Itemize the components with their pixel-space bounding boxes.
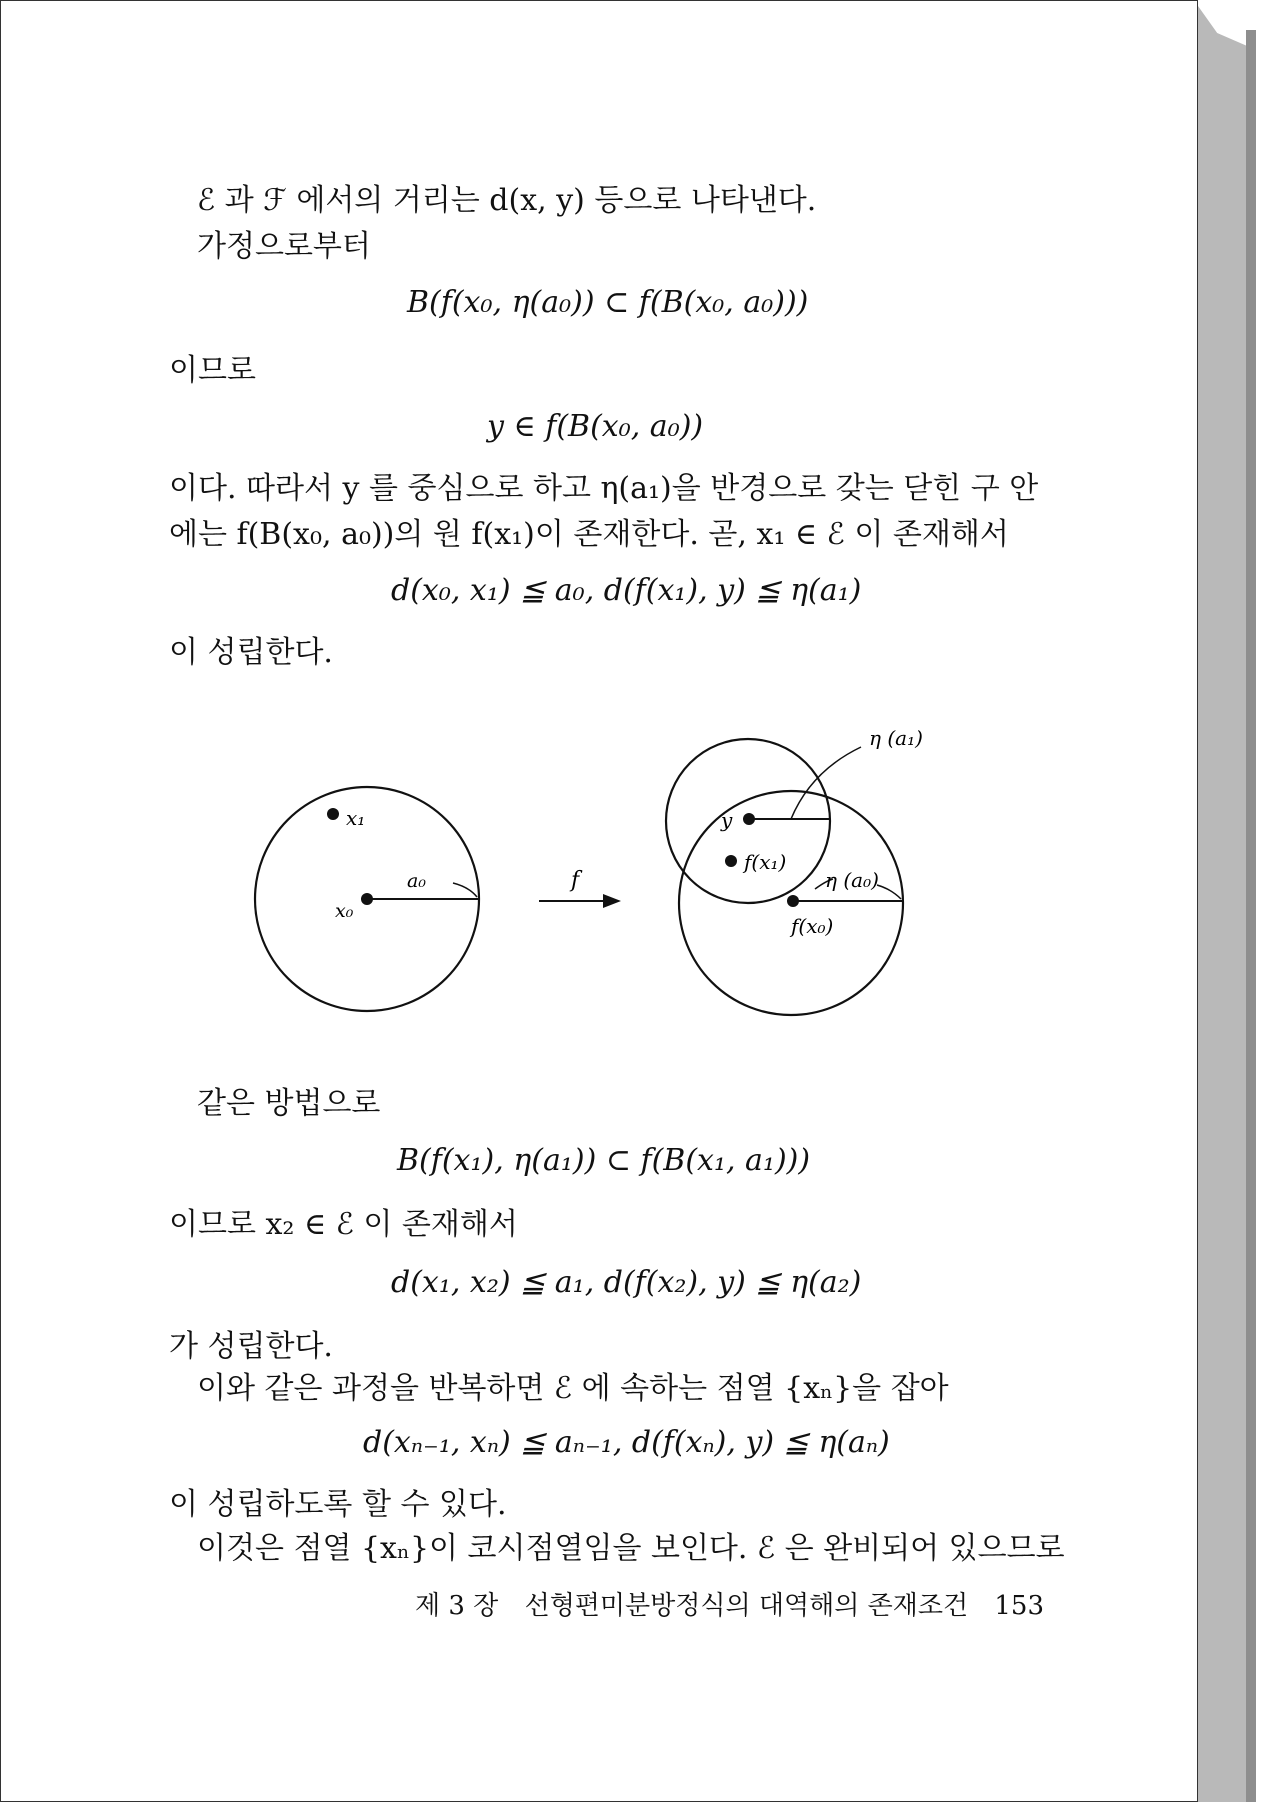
text-line-6: 이 성립한다. (169, 635, 333, 670)
equation-6: d(xₙ₋₁, xₙ) ≦ aₙ₋₁, d(f(xₙ), y) ≦ η(aₙ) (363, 1425, 890, 1460)
footer-title: 선형편미분방정식의 대역해의 존재조건 (524, 1591, 969, 1621)
text-line-12: 이것은 점열 {xₙ}이 코시점열임을 보인다. ℰ 은 완비되어 있으므로 (197, 1531, 1065, 1566)
text-line-4: 이다. 따라서 y 를 중심으로 하고 η(a₁)을 반경으로 갖는 닫힌 구 안 (169, 471, 1039, 506)
equation-4: B(f(x₁), η(a₁)) ⊂ f(B(x₁, a₁))) (397, 1143, 811, 1178)
text-line-8: 이므로 x₂ ∈ ℰ 이 존재해서 (169, 1207, 518, 1242)
label-fx0: f(x₀) (791, 914, 834, 938)
equation-1: B(f(x₀, η(a₀)) ⊂ f(B(x₀, a₀))) (407, 285, 809, 320)
label-f: f (571, 868, 580, 893)
text-line-2: 가정으로부터 (197, 229, 371, 264)
text-line-10: 이와 같은 과정을 반복하면 ℰ 에 속하는 점열 {xₙ}을 잡아 (197, 1371, 949, 1406)
text-line-9: 가 성립한다. (169, 1329, 333, 1364)
label-x1: x₁ (346, 806, 366, 830)
label-eta-a1: η (a₁) (869, 726, 923, 750)
page-number: 153 (994, 1591, 1044, 1621)
label-eta-a0: η (a₀) (825, 868, 879, 892)
equation-3: d(x₀, x₁) ≦ a₀, d(f(x₁), y) ≦ η(a₁) (391, 573, 862, 608)
text-line-3: 이므로 (169, 353, 256, 388)
label-x0: x₀ (335, 900, 354, 922)
text-line-1: ℰ 과 ℱ 에서의 거리는 d(x, y) 등으로 나타낸다. (197, 183, 817, 218)
equation-2: y ∈ f(B(x₀, a₀)) (487, 409, 704, 444)
text-line-7: 같은 방법으로 (197, 1086, 381, 1121)
point-fx1 (725, 855, 737, 867)
footer-chapter: 제 3 장 (415, 1591, 499, 1621)
mapping-diagram (201, 701, 1201, 1101)
label-y: y (721, 808, 733, 832)
text-line-11: 이 성립하도록 할 수 있다. (169, 1487, 507, 1522)
page-footer (415, 1585, 1062, 1622)
page-edge-shadow (1198, 6, 1246, 1802)
point-x1 (327, 808, 339, 820)
label-fx1: f(x₁) (744, 850, 787, 874)
label-a0: a₀ (407, 870, 426, 892)
equation-5: d(x₁, x₂) ≦ a₁, d(f(x₂), y) ≦ η(a₂) (391, 1265, 862, 1300)
page-edge-dark (1246, 30, 1256, 1802)
text-line-5: 에는 f(B(x₀, a₀))의 원 f(x₁)이 존재한다. 곧, x₁ ∈ ℰ 이 존재해서 (169, 517, 1009, 552)
